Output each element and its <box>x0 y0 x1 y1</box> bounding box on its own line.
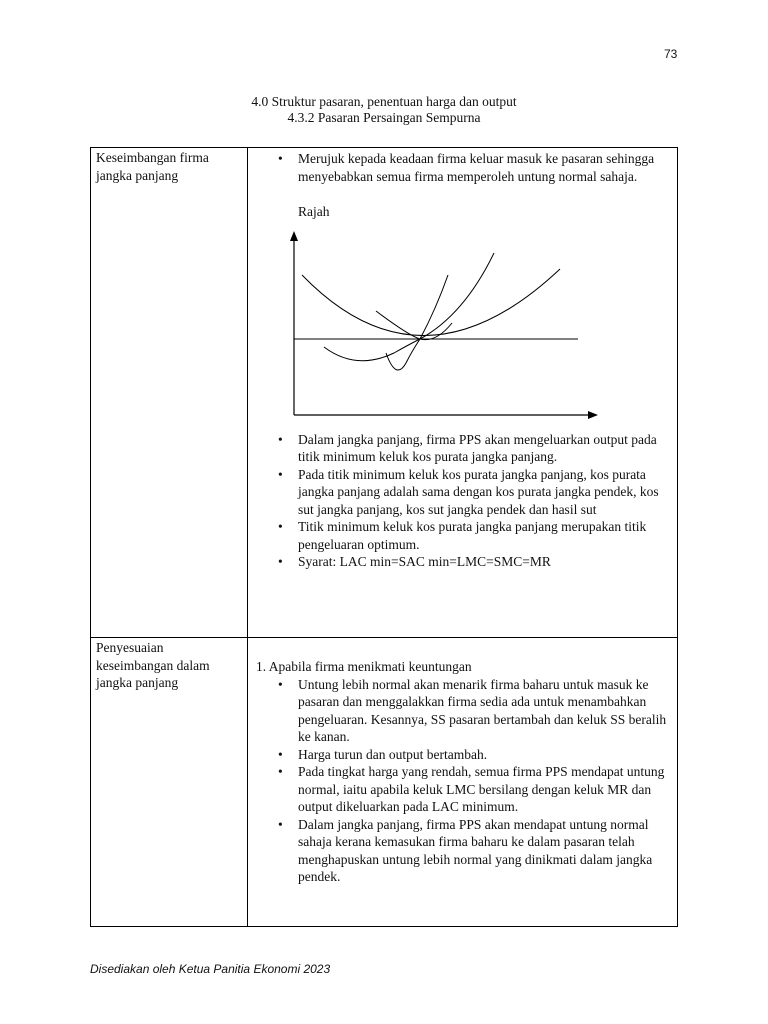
list-item: • Dalam jangka panjang, firma PPS akan mendapat untung normal sahaja kerana kemasukan firma baharu ke dalam pasaran telah menghapuskan untung lebih normal yang dinikmati dalam jangka pendek. <box>298 816 669 886</box>
cost-curve-diagram <box>278 229 598 425</box>
list-item: • Dalam jangka panjang, firma PPS akan mengeluarkan output pada titik minimum keluk kos purata jangka panjang. <box>298 431 669 466</box>
x-axis-arrow <box>588 411 598 419</box>
page-footer: Disediakan oleh Ketua Panitia Ekonomi 2023 <box>90 962 331 976</box>
content-table <box>90 147 678 927</box>
row-content-cell <box>248 638 678 927</box>
row-label-cell <box>91 148 248 638</box>
heading-section: 4.3.2 Pasaran Persaingan Sempurna <box>287 110 481 125</box>
list-item: • Harga turun dan output bertambah. <box>298 746 669 764</box>
list-item: • Syarat: LAC min=SAC min=LMC=SMC=MR <box>298 553 669 571</box>
row-label: Keseimbangan firma jangka panjang <box>96 150 209 183</box>
numbered-item: 1. Apabila firma menikmati keuntungan <box>256 659 472 674</box>
intro-list <box>256 150 669 185</box>
page-number: 73 <box>664 47 678 61</box>
row-content-cell <box>248 148 678 638</box>
lac-curve <box>302 269 560 336</box>
y-axis-arrow <box>290 231 298 241</box>
table-row <box>91 148 678 638</box>
list-item: • Merujuk kepada keadaan firma keluar masuk ke pasaran sehingga menyebabkan semua firma memperoleh untung normal sahaja. <box>298 150 669 185</box>
row-label: Penyesuaian keseimbangan dalam jangka panjang <box>96 640 210 690</box>
lmc-curve <box>324 253 494 361</box>
adjustment-list <box>256 676 669 886</box>
explanation-list <box>256 431 669 571</box>
row-label-cell <box>91 638 248 927</box>
list-item: • Pada tingkat harga yang rendah, semua firma PPS mendapat untung normal, iaitu apabila keluk LMC bersilang dengan keluk MR dan output dikeluarkan pada LAC minimum. <box>298 763 669 816</box>
heading-chapter: 4.0 Struktur pasaran, penentuan harga dan output <box>251 94 517 109</box>
list-item: • Untung lebih normal akan menarik firma baharu untuk masuk ke pasaran dan menggalakkan firma sedia ada untuk menambahkan pengeluaran. Kesannya, SS pasaran bertambah dan keluk SS beralih ke kanan. <box>298 676 669 746</box>
smc-curve <box>386 275 448 370</box>
list-item: • Pada titik minimum keluk kos purata jangka panjang, kos purata jangka panjang adalah sama dengan kos purata jangka pendek, kos sut jangka panjang, kos sut jangka pendek dan hasil sut <box>298 466 669 519</box>
list-item: • Titik minimum keluk kos purata jangka panjang merupakan titik pengeluaran optimum. <box>298 518 669 553</box>
page-heading <box>90 94 678 126</box>
table-row <box>91 638 678 927</box>
figure-label: Rajah <box>298 204 330 219</box>
